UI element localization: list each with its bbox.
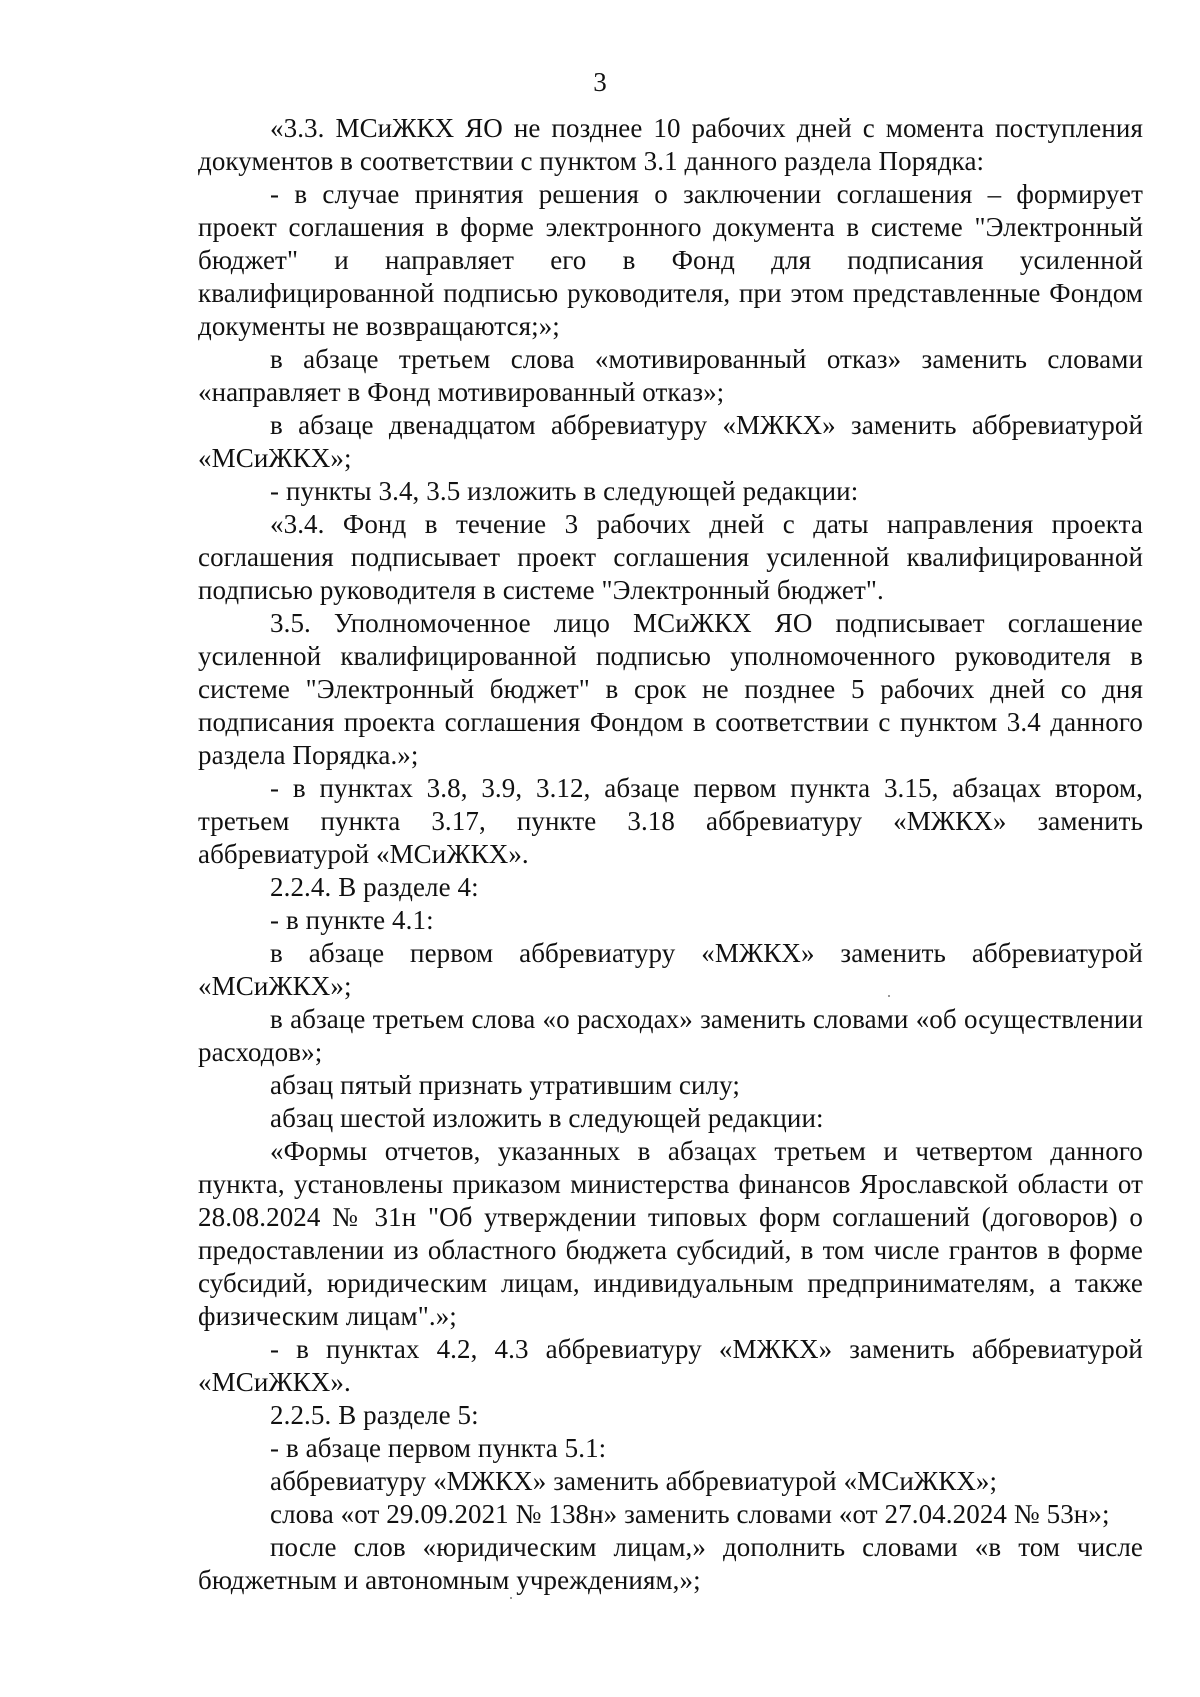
- paragraph-point-5-1: - в абзаце первом пункта 5.1:: [270, 1433, 607, 1463]
- paragraph-legal-entities-5-1: после слов «юридическим лицам,» дополнить словами «в том числе бюджетным и автономным учреждениям,»;: [198, 1532, 1143, 1595]
- paragraph-points-3-8-3-18: - в пунктах 3.8, 3.9, 3.12, абзаце первом пункта 3.15, абзацах втором, третьем пункта 3.17, пункте 3.18 аббревиатуру «МЖКХ» заменить аббревиатурой «МСиЖКХ».: [198, 773, 1143, 869]
- paragraph-3-4: «3.4. Фонд в течение 3 рабочих дней с даты направления проекта соглашения подписывает проект соглашения усиленной квалифицированной подписью руководителя в системе "Электронный бюджет".: [198, 509, 1143, 605]
- paragraph-sixth-abzac-4-1: абзац шестой изложить в следующей редакции:: [270, 1103, 824, 1133]
- paragraph-agreement-draft: - в случае принятия решения о заключении соглашения – формирует проект соглашения в форме электронного документа в системе "Электронный бюджет" и направляет его в Фонд для подписания усиленной квалифицированной подписью руководителя, при этом представленные Фондом документы не возвращаются;»;: [198, 179, 1143, 341]
- paragraph-third-abzac-4-1: в абзаце третьем слова «о расходах» заменить словами «об осуществлении расходов»;: [198, 1004, 1143, 1067]
- paragraph-fifth-abzac-4-1: абзац пятый признать утратившим силу;: [270, 1070, 740, 1100]
- paragraph-abbreviation-5-1: аббревиатуру «МЖКХ» заменить аббревиатурой «МСиЖКХ»;: [270, 1466, 998, 1496]
- paragraph-2-2-5: 2.2.5. В разделе 5:: [270, 1400, 479, 1430]
- paragraph-points-3-4-3-5: - пункты 3.4, 3.5 изложить в следующей редакции:: [270, 476, 859, 506]
- document-body: [198, 112, 1143, 1597]
- paragraph-point-4-1: - в пункте 4.1:: [270, 905, 434, 935]
- scan-speck: [510, 1597, 512, 1599]
- paragraph-first-abzac-4-1: в абзаце первом аббревиатуру «МЖКХ» заменить аббревиатурой «МСиЖКХ»;: [198, 938, 1143, 1001]
- paragraph-3-3: «3.3. МСиЖКХ ЯО не позднее 10 рабочих дней с момента поступления документов в соответствии с пунктом 3.1 данного раздела Порядка:: [198, 113, 1143, 176]
- paragraph-report-forms: «Формы отчетов, указанных в абзацах третьем и четвертом данного пункта, установлены приказом министерства финансов Ярославской области от 28.08.2024 № 31н "Об утверждении типовых форм соглашений (договоров) о предоставлении из областного бюджета субсидий, в том числе грантов в форме субсидий, юридическим лицам, индивидуальным предпринимателям, а также физическим лицам".»;: [198, 1136, 1143, 1331]
- paragraph-2-2-4: 2.2.4. В разделе 4:: [270, 872, 479, 902]
- paragraph-3-5: 3.5. Уполномоченное лицо МСиЖКХ ЯО подписывает соглашение усиленной квалифицированной подписью уполномоченного руководителя в системе "Электронный бюджет" в срок не позднее 5 рабочих дней со дня подписания проекта соглашения Фондом в соответствии с пунктом 3.4 данного раздела Порядка.»;: [198, 608, 1143, 770]
- paragraph-points-4-2-4-3: - в пунктах 4.2, 4.3 аббревиатуру «МЖКХ» заменить аббревиатурой «МСиЖКХ».: [198, 1334, 1143, 1397]
- paragraph-dates-5-1: слова «от 29.09.2021 № 138н» заменить словами «от 27.04.2024 № 53н»;: [270, 1499, 1110, 1529]
- page-number: 3: [593, 67, 607, 97]
- scan-speck: [888, 995, 890, 997]
- paragraph-twelfth-abzac: в абзаце двенадцатом аббревиатуру «МЖКХ» заменить аббревиатурой «МСиЖКХ»;: [198, 410, 1143, 473]
- paragraph-third-abzac: в абзаце третьем слова «мотивированный отказ» заменить словами «направляет в Фонд мотивированный отказ»;: [198, 344, 1143, 407]
